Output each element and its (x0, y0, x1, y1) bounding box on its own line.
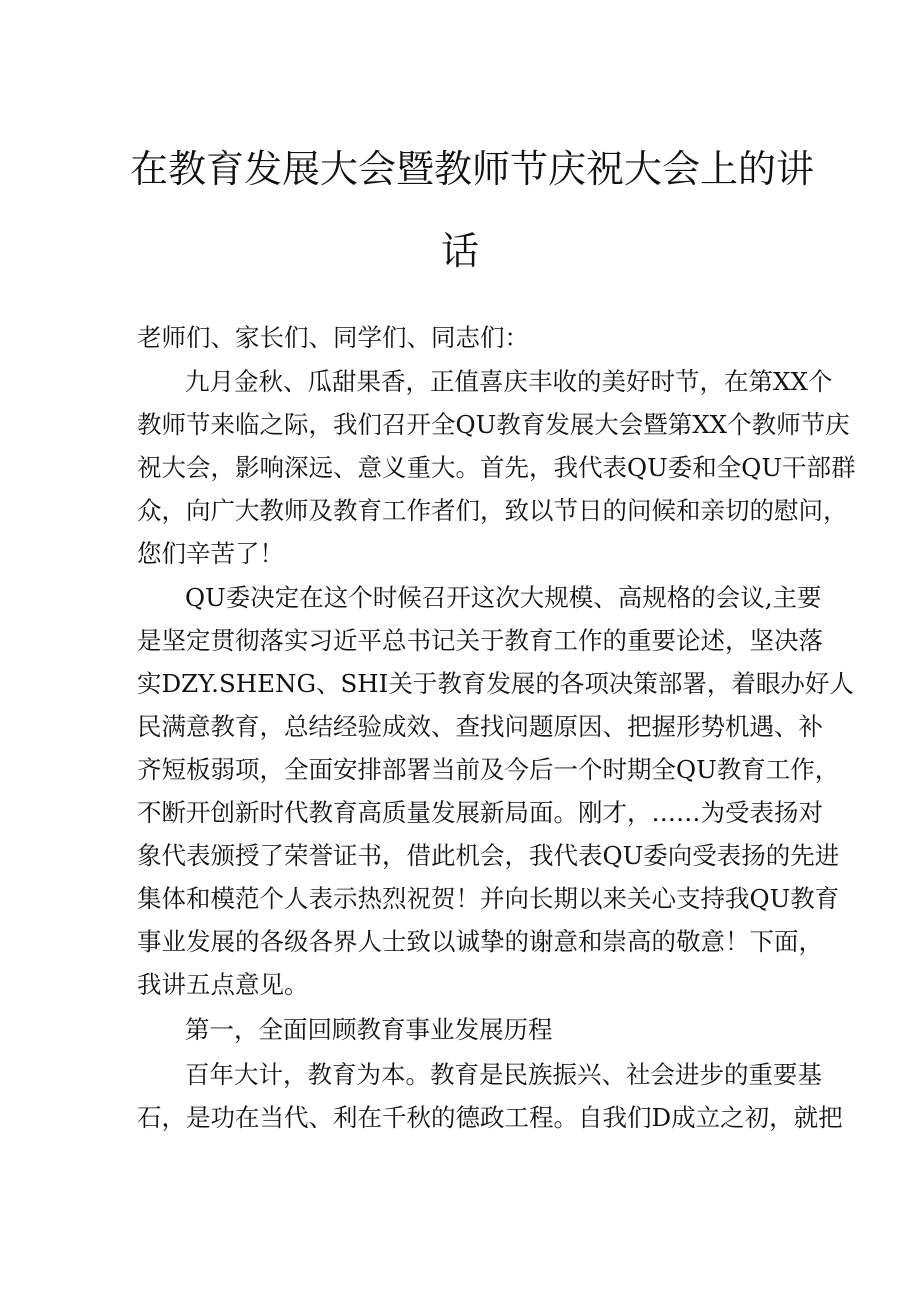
salutation: 老师们、家长们、同学们、同志们： (137, 323, 529, 352)
paragraph-2-line-10: 我讲五点意见。 (137, 970, 309, 999)
section-heading-1: 第一，全面回顾教育事业发展历程 (185, 1015, 553, 1044)
paragraph-1-line-1: 九月金秋、瓜甜果香，正值喜庆丰收的美好时节，在第XX个 (185, 367, 833, 396)
paragraph-2-line-1: QU委决定在这个时候召开这次大规模、高规格的会议,主要 (185, 583, 822, 612)
paragraph-2-line-6: 不断开创新时代教育高质量发展新局面。刚才，……为受表扬对 (137, 798, 823, 827)
paragraph-3-line-2: 石，是功在当代、利在千秋的德政工程。自我们D成立之初，就把 (137, 1103, 843, 1132)
paragraph-2-line-2: 是坚定贯彻落实习近平总书记关于教育工作的重要论述，坚决落 (137, 626, 823, 655)
paragraph-1-line-2: 教师节来临之际，我们召开全QU教育发展大会暨第XX个教师节庆 (137, 410, 850, 439)
paragraph-2-line-4: 民满意教育，总结经验成效、查找问题原因、把握形势机遇、补 (137, 712, 823, 741)
document-title-line-1: 在教育发展大会暨教师节庆祝大会上的讲 (130, 147, 815, 191)
paragraph-3-line-1: 百年大计，教育为本。教育是民族振兴、社会进步的重要基 (185, 1060, 822, 1089)
paragraph-1-line-5: 您们辛苦了！ (137, 539, 284, 568)
paragraph-2-line-8: 集体和模范个人表示热烈祝贺！并向长期以来关心支持我QU教育 (137, 884, 840, 913)
document-title-line-2: 话 (440, 229, 479, 273)
paragraph-2-line-3: 实DZY.SHENG、SHI关于教育发展的各项决策部署，着眼办好人 (137, 669, 854, 698)
paragraph-1-line-4: 众，向广大教师及教育工作者们，致以节日的问候和亲切的慰问， (137, 496, 848, 525)
paragraph-2-line-7: 象代表颁授了荣誉证书，借此机会，我代表QU委向受表扬的先进 (137, 841, 840, 870)
paragraph-2-line-9: 事业发展的各级各界人士致以诚挚的谢意和崇高的敬意！下面， (137, 927, 823, 956)
paragraph-1-line-3: 祝大会，影响深远、意义重大。首先，我代表QU委和全QU干部群 (137, 453, 856, 482)
paragraph-2-line-5: 齐短板弱项，全面安排部署当前及今后一个时期全QU教育工作， (137, 755, 840, 784)
